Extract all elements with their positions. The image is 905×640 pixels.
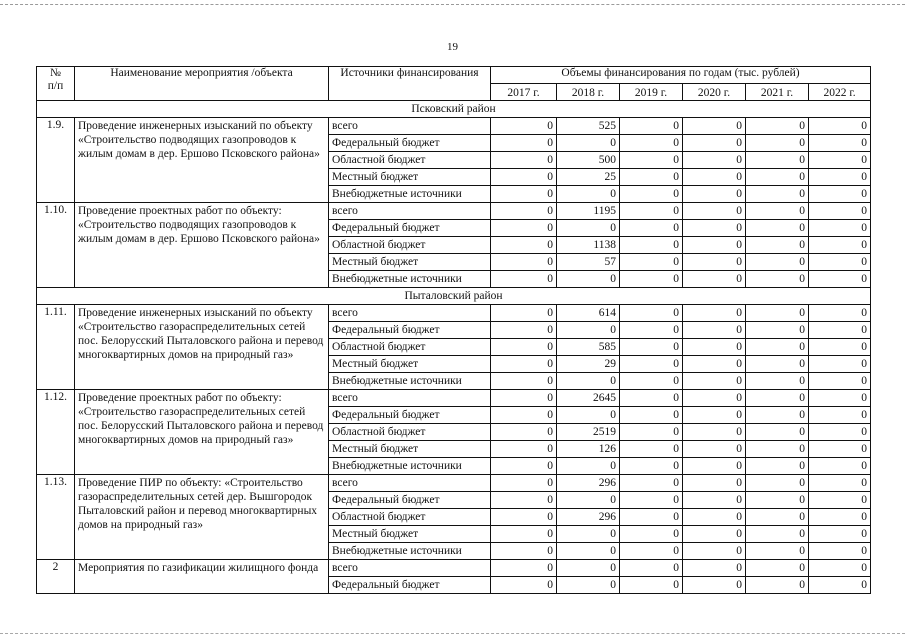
- funding-value: 0: [809, 356, 871, 373]
- funding-value: 0: [491, 237, 557, 254]
- funding-value: 0: [683, 152, 746, 169]
- funding-value: 0: [683, 577, 746, 594]
- funding-source: Внебюджетные источники: [329, 458, 491, 475]
- funding-value: 0: [620, 543, 683, 560]
- funding-value: 0: [620, 356, 683, 373]
- funding-value: 0: [491, 526, 557, 543]
- funding-source: Областной бюджет: [329, 152, 491, 169]
- funding-value: 500: [557, 152, 620, 169]
- funding-value: 0: [683, 458, 746, 475]
- scan-edge-bottom: [0, 633, 905, 634]
- funding-value: 0: [746, 169, 809, 186]
- funding-value: 0: [491, 305, 557, 322]
- funding-value: 0: [809, 135, 871, 152]
- item-number: 1.12.: [37, 390, 75, 475]
- funding-value: 0: [809, 271, 871, 288]
- funding-value: 0: [746, 390, 809, 407]
- header-year: 2020 г.: [683, 84, 746, 101]
- funding-value: 0: [620, 220, 683, 237]
- funding-value: 0: [491, 407, 557, 424]
- funding-value: 0: [620, 186, 683, 203]
- table-row: [37, 203, 871, 220]
- funding-value: 0: [809, 407, 871, 424]
- item-number: 1.11.: [37, 305, 75, 390]
- funding-value: 0: [746, 560, 809, 577]
- funding-value: 0: [809, 169, 871, 186]
- funding-value: 0: [620, 118, 683, 135]
- item-number: 1.9.: [37, 118, 75, 203]
- funding-value: 0: [746, 492, 809, 509]
- funding-value: 0: [557, 220, 620, 237]
- funding-source: всего: [329, 475, 491, 492]
- funding-value: 525: [557, 118, 620, 135]
- funding-value: 0: [809, 254, 871, 271]
- funding-value: 0: [683, 305, 746, 322]
- district-row: [37, 101, 871, 118]
- funding-value: 0: [491, 475, 557, 492]
- funding-value: 0: [683, 254, 746, 271]
- funding-value: 0: [491, 390, 557, 407]
- funding-value: 0: [746, 475, 809, 492]
- funding-value: 0: [620, 424, 683, 441]
- funding-source: Внебюджетные источники: [329, 543, 491, 560]
- funding-source: Внебюджетные источники: [329, 271, 491, 288]
- funding-value: 585: [557, 339, 620, 356]
- funding-value: 0: [557, 322, 620, 339]
- funding-source: Федеральный бюджет: [329, 577, 491, 594]
- funding-value: 0: [491, 135, 557, 152]
- funding-value: 0: [746, 424, 809, 441]
- funding-source: Внебюджетные источники: [329, 186, 491, 203]
- district-name: Псковский район: [37, 101, 871, 118]
- funding-value: 0: [683, 390, 746, 407]
- funding-value: 0: [620, 254, 683, 271]
- funding-source: Областной бюджет: [329, 339, 491, 356]
- funding-value: 296: [557, 509, 620, 526]
- header-year: 2022 г.: [809, 84, 871, 101]
- funding-value: 0: [491, 271, 557, 288]
- funding-source: Внебюджетные источники: [329, 373, 491, 390]
- funding-source: Местный бюджет: [329, 526, 491, 543]
- funding-value: 0: [746, 543, 809, 560]
- funding-value: 0: [620, 560, 683, 577]
- funding-value: 0: [683, 373, 746, 390]
- funding-value: 0: [809, 441, 871, 458]
- funding-value: 0: [746, 458, 809, 475]
- funding-value: 0: [683, 186, 746, 203]
- funding-value: 0: [620, 339, 683, 356]
- funding-value: 0: [746, 186, 809, 203]
- funding-source: Местный бюджет: [329, 356, 491, 373]
- item-number: 2: [37, 560, 75, 594]
- funding-value: 0: [491, 339, 557, 356]
- funding-value: 0: [620, 322, 683, 339]
- funding-value: 0: [746, 135, 809, 152]
- item-name: Проведение инженерных изысканий по объекту «Строительство подводящих газопроводов к жилым домам в дер. Ершово Псковского района»: [75, 118, 329, 203]
- funding-value: 0: [809, 220, 871, 237]
- funding-value: 0: [809, 152, 871, 169]
- funding-value: 0: [620, 492, 683, 509]
- page-number: 19: [447, 41, 458, 53]
- funding-value: 0: [491, 492, 557, 509]
- funding-value: 0: [809, 203, 871, 220]
- funding-value: 0: [809, 186, 871, 203]
- funding-value: 0: [557, 407, 620, 424]
- funding-source: всего: [329, 305, 491, 322]
- funding-value: 0: [683, 271, 746, 288]
- header-year: 2017 г.: [491, 84, 557, 101]
- funding-source: Федеральный бюджет: [329, 322, 491, 339]
- item-name: Мероприятия по газификации жилищного фонда: [75, 560, 329, 594]
- funding-value: 0: [683, 560, 746, 577]
- funding-source: Федеральный бюджет: [329, 492, 491, 509]
- funding-value: 0: [620, 458, 683, 475]
- funding-value: 0: [683, 356, 746, 373]
- funding-source: Федеральный бюджет: [329, 407, 491, 424]
- funding-value: 0: [620, 169, 683, 186]
- funding-value: 0: [491, 458, 557, 475]
- item-number: 1.10.: [37, 203, 75, 288]
- table-row: [37, 390, 871, 407]
- funding-value: 0: [620, 475, 683, 492]
- funding-source: Областной бюджет: [329, 509, 491, 526]
- funding-value: 0: [491, 441, 557, 458]
- funding-value: 0: [620, 373, 683, 390]
- funding-value: 0: [746, 203, 809, 220]
- table-row: [37, 560, 871, 577]
- funding-value: 0: [557, 186, 620, 203]
- funding-source: Федеральный бюджет: [329, 135, 491, 152]
- funding-value: 0: [491, 560, 557, 577]
- funding-value: 614: [557, 305, 620, 322]
- funding-value: 0: [557, 526, 620, 543]
- funding-source: всего: [329, 203, 491, 220]
- funding-source: всего: [329, 390, 491, 407]
- item-name: Проведение проектных работ по объекту: «Строительство подводящих газопроводов к жилым домам в дер. Ершово Псковского района»: [75, 203, 329, 288]
- funding-source: всего: [329, 560, 491, 577]
- header-volumes: Объемы финансирования по годам (тыс. рублей): [491, 67, 871, 84]
- header-num: № п/п: [37, 67, 75, 101]
- scan-edge-top: [0, 4, 905, 5]
- funding-value: 0: [491, 424, 557, 441]
- funding-value: 0: [620, 305, 683, 322]
- funding-value: 0: [491, 543, 557, 560]
- funding-value: 0: [683, 203, 746, 220]
- funding-value: 0: [620, 407, 683, 424]
- item-name: Проведение ПИР по объекту: «Строительство газораспределительных сетей дер. Вышгородок Пыталовский район и перевод многоквартирных домов на природный газ»: [75, 475, 329, 560]
- funding-value: 0: [683, 135, 746, 152]
- funding-value: 2519: [557, 424, 620, 441]
- header-name: Наименование мероприятия /объекта: [75, 67, 329, 101]
- item-name: Проведение проектных работ по объекту: «Строительство газораспределительных сетей пос. Белорусский Пыталовского района и перевод многоквартирных домов на природный газ»: [75, 390, 329, 475]
- funding-value: 0: [746, 254, 809, 271]
- table-row: [37, 305, 871, 322]
- funding-value: 0: [620, 152, 683, 169]
- funding-value: 0: [557, 560, 620, 577]
- funding-value: 0: [746, 118, 809, 135]
- header-year: 2019 г.: [620, 84, 683, 101]
- funding-value: 0: [491, 373, 557, 390]
- funding-value: 0: [491, 509, 557, 526]
- header-year: 2021 г.: [746, 84, 809, 101]
- funding-value: 0: [491, 577, 557, 594]
- funding-value: 0: [683, 118, 746, 135]
- funding-value: 0: [683, 475, 746, 492]
- funding-value: 0: [809, 577, 871, 594]
- funding-value: 0: [809, 305, 871, 322]
- funding-value: 0: [491, 254, 557, 271]
- funding-value: 0: [557, 373, 620, 390]
- funding-value: 0: [491, 186, 557, 203]
- funding-value: 2645: [557, 390, 620, 407]
- funding-value: 0: [746, 237, 809, 254]
- funding-value: 0: [809, 458, 871, 475]
- funding-value: 0: [683, 220, 746, 237]
- funding-value: 0: [809, 492, 871, 509]
- funding-source: всего: [329, 118, 491, 135]
- table-body: [37, 101, 871, 594]
- funding-value: 0: [809, 118, 871, 135]
- funding-source: Местный бюджет: [329, 441, 491, 458]
- funding-value: 0: [809, 322, 871, 339]
- funding-value: 0: [746, 322, 809, 339]
- funding-source: Федеральный бюджет: [329, 220, 491, 237]
- funding-value: 296: [557, 475, 620, 492]
- funding-value: 0: [746, 441, 809, 458]
- funding-value: 0: [809, 560, 871, 577]
- district-row: [37, 288, 871, 305]
- funding-value: 0: [557, 543, 620, 560]
- funding-value: 0: [557, 458, 620, 475]
- funding-value: 0: [809, 526, 871, 543]
- funding-value: 0: [746, 220, 809, 237]
- funding-value: 29: [557, 356, 620, 373]
- funding-value: 0: [620, 237, 683, 254]
- funding-value: 0: [746, 305, 809, 322]
- funding-value: 0: [683, 441, 746, 458]
- funding-value: 0: [809, 543, 871, 560]
- funding-value: 0: [491, 169, 557, 186]
- funding-value: 0: [620, 203, 683, 220]
- funding-source: Местный бюджет: [329, 169, 491, 186]
- funding-value: 0: [557, 492, 620, 509]
- funding-value: 0: [683, 339, 746, 356]
- funding-source: Местный бюджет: [329, 254, 491, 271]
- funding-value: 0: [809, 373, 871, 390]
- funding-value: 0: [683, 237, 746, 254]
- funding-value: 0: [746, 152, 809, 169]
- funding-value: 0: [683, 424, 746, 441]
- funding-value: 0: [809, 390, 871, 407]
- funding-value: 0: [683, 322, 746, 339]
- funding-value: 0: [491, 322, 557, 339]
- funding-value: 0: [746, 356, 809, 373]
- funding-table: [36, 66, 871, 594]
- funding-value: 0: [620, 509, 683, 526]
- table-row: [37, 475, 871, 492]
- funding-value: 0: [620, 390, 683, 407]
- funding-value: 0: [746, 509, 809, 526]
- funding-value: 0: [809, 424, 871, 441]
- district-name: Пыталовский район: [37, 288, 871, 305]
- funding-value: 1195: [557, 203, 620, 220]
- funding-value: 0: [746, 577, 809, 594]
- funding-value: 0: [683, 509, 746, 526]
- funding-value: 0: [491, 356, 557, 373]
- funding-value: 0: [491, 152, 557, 169]
- funding-value: 0: [491, 220, 557, 237]
- funding-source: Областной бюджет: [329, 237, 491, 254]
- funding-value: 0: [620, 135, 683, 152]
- funding-value: 0: [620, 577, 683, 594]
- funding-value: 0: [683, 407, 746, 424]
- funding-value: 0: [683, 543, 746, 560]
- funding-value: 0: [557, 577, 620, 594]
- funding-value: 0: [491, 203, 557, 220]
- item-number: 1.13.: [37, 475, 75, 560]
- header-year: 2018 г.: [557, 84, 620, 101]
- funding-value: 0: [746, 271, 809, 288]
- funding-value: 0: [620, 441, 683, 458]
- funding-value: 0: [620, 271, 683, 288]
- funding-source: Областной бюджет: [329, 424, 491, 441]
- funding-value: 0: [809, 509, 871, 526]
- funding-value: 0: [809, 237, 871, 254]
- funding-value: 0: [491, 118, 557, 135]
- item-name: Проведение инженерных изысканий по объекту «Строительство газораспределительных сетей пос. Белорусский Пыталовского района и перевод многоквартирных домов на природный газ»: [75, 305, 329, 390]
- funding-value: 0: [809, 339, 871, 356]
- funding-value: 126: [557, 441, 620, 458]
- funding-value: 0: [746, 407, 809, 424]
- funding-value: 0: [746, 339, 809, 356]
- header-source: Источники финансирования: [329, 67, 491, 101]
- funding-value: 0: [683, 492, 746, 509]
- funding-value: 0: [746, 526, 809, 543]
- funding-value: 1138: [557, 237, 620, 254]
- funding-value: 0: [746, 373, 809, 390]
- funding-value: 0: [809, 475, 871, 492]
- funding-value: 25: [557, 169, 620, 186]
- funding-value: 0: [557, 271, 620, 288]
- funding-value: 0: [683, 526, 746, 543]
- funding-value: 0: [557, 135, 620, 152]
- funding-value: 0: [683, 169, 746, 186]
- funding-value: 0: [620, 526, 683, 543]
- funding-value: 57: [557, 254, 620, 271]
- table-row: [37, 118, 871, 135]
